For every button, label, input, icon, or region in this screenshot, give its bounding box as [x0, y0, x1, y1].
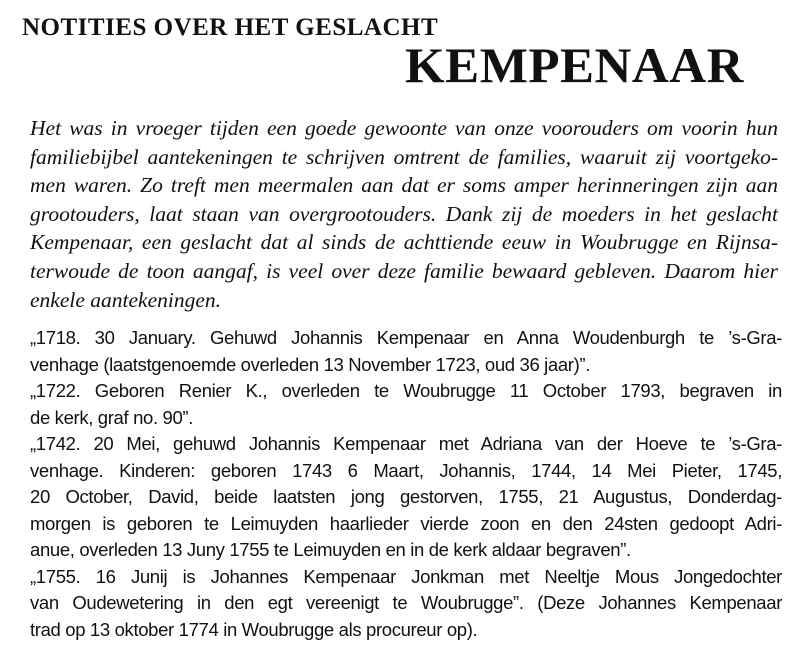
entry-line: van Oudewetering in den egt vereenigt te Woubrugge”. (Deze Johannes Kempenaar [30, 592, 782, 613]
entry-line: „1722. Geboren Renier K., overleden te Woubrugge 11 October 1793, begraven in [30, 380, 782, 401]
entry-line: de kerk, graf no. 90”. [30, 406, 194, 428]
intro-line: Kempenaar, een geslacht dat al sinds de achttiende eeuw in Woubrugge en Rijnsa- [30, 230, 778, 255]
article-title: KEMPENAAR [405, 37, 744, 93]
intro-line: grootouders, laat staan van overgrootouders. Dank zij de moeders in het geslacht [30, 201, 778, 226]
entry-line: 20 October, David, beide laatsten jong gestorven, 1755, 21 Augustus, Donderdag- [30, 486, 782, 507]
genealogy-entries [30, 325, 782, 643]
intro-paragraph [30, 114, 778, 314]
intro-line: Het was in vroeger tijden een goede gewoonte van onze voorouders om voorin hun [30, 116, 778, 140]
entry-line: „1742. 20 Mei, gehuwd Johannis Kempenaar met Adriana van der Hoeve te ’s-Gra- [30, 433, 782, 454]
entry-line: „1718. 30 January. Gehuwd Johannis Kempenaar en Anna Woudenburgh te ’s-Gra- [30, 327, 782, 348]
entry-line: venhage. Kinderen: geboren 1743 6 Maart, Johannis, 1744, 14 Mei Pieter, 1745, [30, 459, 782, 481]
intro-line: terwoude de toon aangaf, is veel over deze familie bewaard gebleven. Daarom hier [30, 258, 778, 283]
entry-line: venhage (laatstgenoemde overleden 13 November 1723, oud 36 jaar)”. [30, 353, 591, 375]
entry-line: trad op 13 oktober 1774 in Woubrugge als procureur op). [30, 618, 478, 640]
intro-line: men waren. Zo treft men meermalen aan dat er soms amper herinneringen zijn aan [30, 173, 778, 198]
entry-line: „1755. 16 Junij is Johannes Kempenaar Jonkman met Neeltje Mous Jongedochter [30, 565, 782, 587]
article-subtitle: NOTITIES OVER HET GESLACHT [22, 14, 439, 41]
intro-line: enkele aantekeningen. [30, 287, 222, 312]
intro-line: familiebijbel aantekeningen te schrijven omtrent de families, waaruit zij voortgeko- [30, 144, 778, 169]
entry-line: morgen is geboren te Leimuyden haarlieder vierde zoon en den 24sten gedoopt Adri- [30, 512, 782, 534]
entry-line: anue, overleden 13 Juny 1755 te Leimuyden en in de kerk aldaar begraven”. [30, 539, 631, 560]
